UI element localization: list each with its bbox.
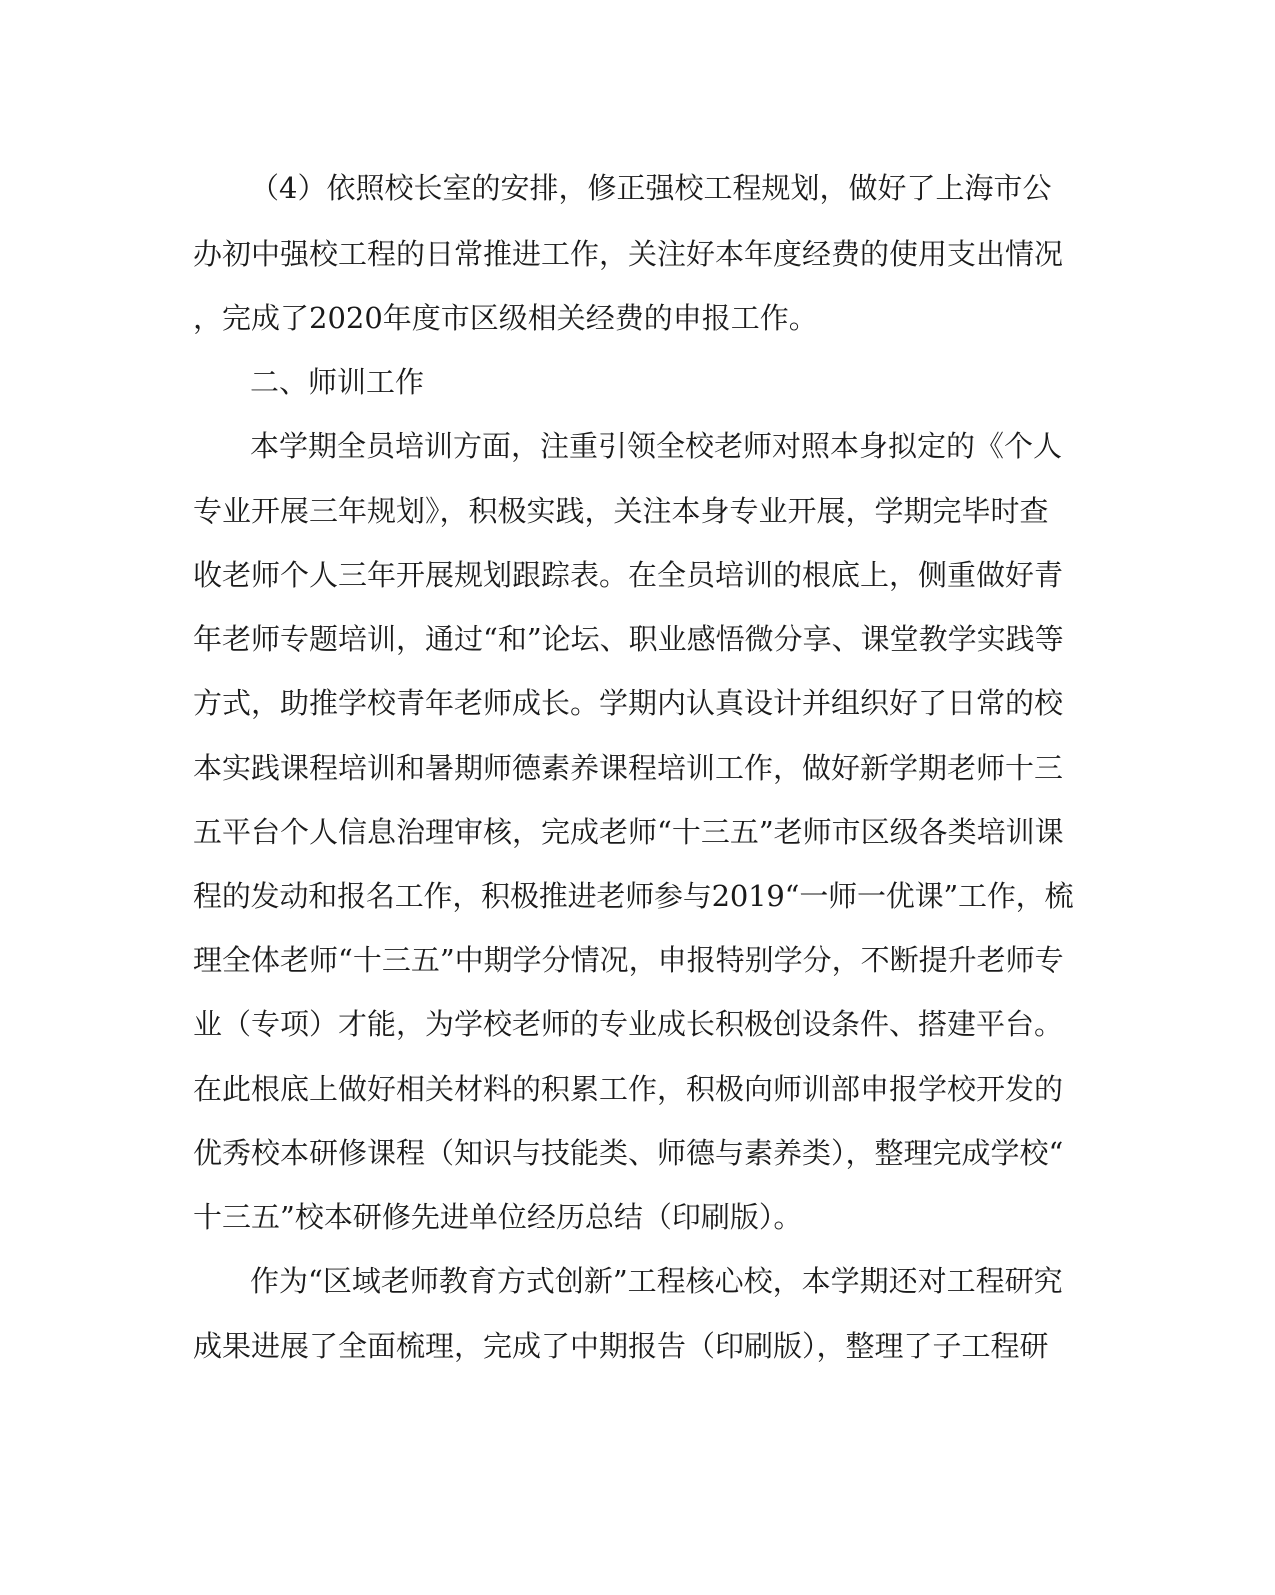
paragraph-line: 专业开展三年规划》，积极实践，关注本身专业开展，学期完毕时查 — [193, 494, 1049, 528]
paragraph-line: 作为“区域老师教育方式创新”工程核心校，本学期还对工程研究 — [250, 1264, 1063, 1298]
paragraph-line: 十三五”校本研修先进单位经历总结（印刷版）。 — [193, 1200, 803, 1234]
section-heading: 二、师训工作 — [250, 365, 425, 399]
paragraph-line: 程的发动和报名工作，积极推进老师参与2019“一师一优课”工作，梳 — [193, 879, 1074, 913]
paragraph-line: 业（专项）才能，为学校老师的专业成长积极创设条件、搭建平台。 — [193, 1007, 1064, 1041]
paragraph-line: 收老师个人三年开展规划跟踪表。在全员培训的根底上，侧重做好青 — [193, 558, 1064, 592]
paragraph-line: ，完成了2020年度市区级相关经费的申报工作。 — [193, 301, 818, 335]
paragraph-line: 在此根底上做好相关材料的积累工作，积极向师训部申报学校开发的 — [193, 1072, 1064, 1106]
paragraph-line: 理全体老师“十三五”中期学分情况，申报特别学分，不断提升老师专 — [193, 943, 1064, 977]
paragraph-line: 年老师专题培训，通过“和”论坛、职业感悟微分享、课堂教学实践等 — [193, 622, 1064, 656]
paragraph-line: 五平台个人信息治理审核，完成老师“十三五”老师市区级各类培训课 — [193, 815, 1064, 849]
paragraph-line: 方式，助推学校青年老师成长。学期内认真设计并组织好了日常的校 — [193, 686, 1064, 720]
paragraph-line: （4）依照校长室的安排，修正强校工程规划，做好了上海市公 — [250, 171, 1052, 205]
paragraph-line: 优秀校本研修课程（知识与技能类、师德与素养类），整理完成学校“ — [193, 1136, 1064, 1170]
paragraph-line: 成果进展了全面梳理，完成了中期报告（印刷版），整理了子工程研 — [193, 1329, 1049, 1363]
paragraph-line: 本实践课程培训和暑期师德素养课程培训工作，做好新学期老师十三 — [193, 751, 1064, 785]
paragraph-line: 本学期全员培训方面，注重引领全校老师对照本身拟定的《个人 — [250, 429, 1063, 463]
paragraph-line: 办初中强校工程的日常推进工作，关注好本年度经费的使用支出情况 — [193, 237, 1064, 271]
